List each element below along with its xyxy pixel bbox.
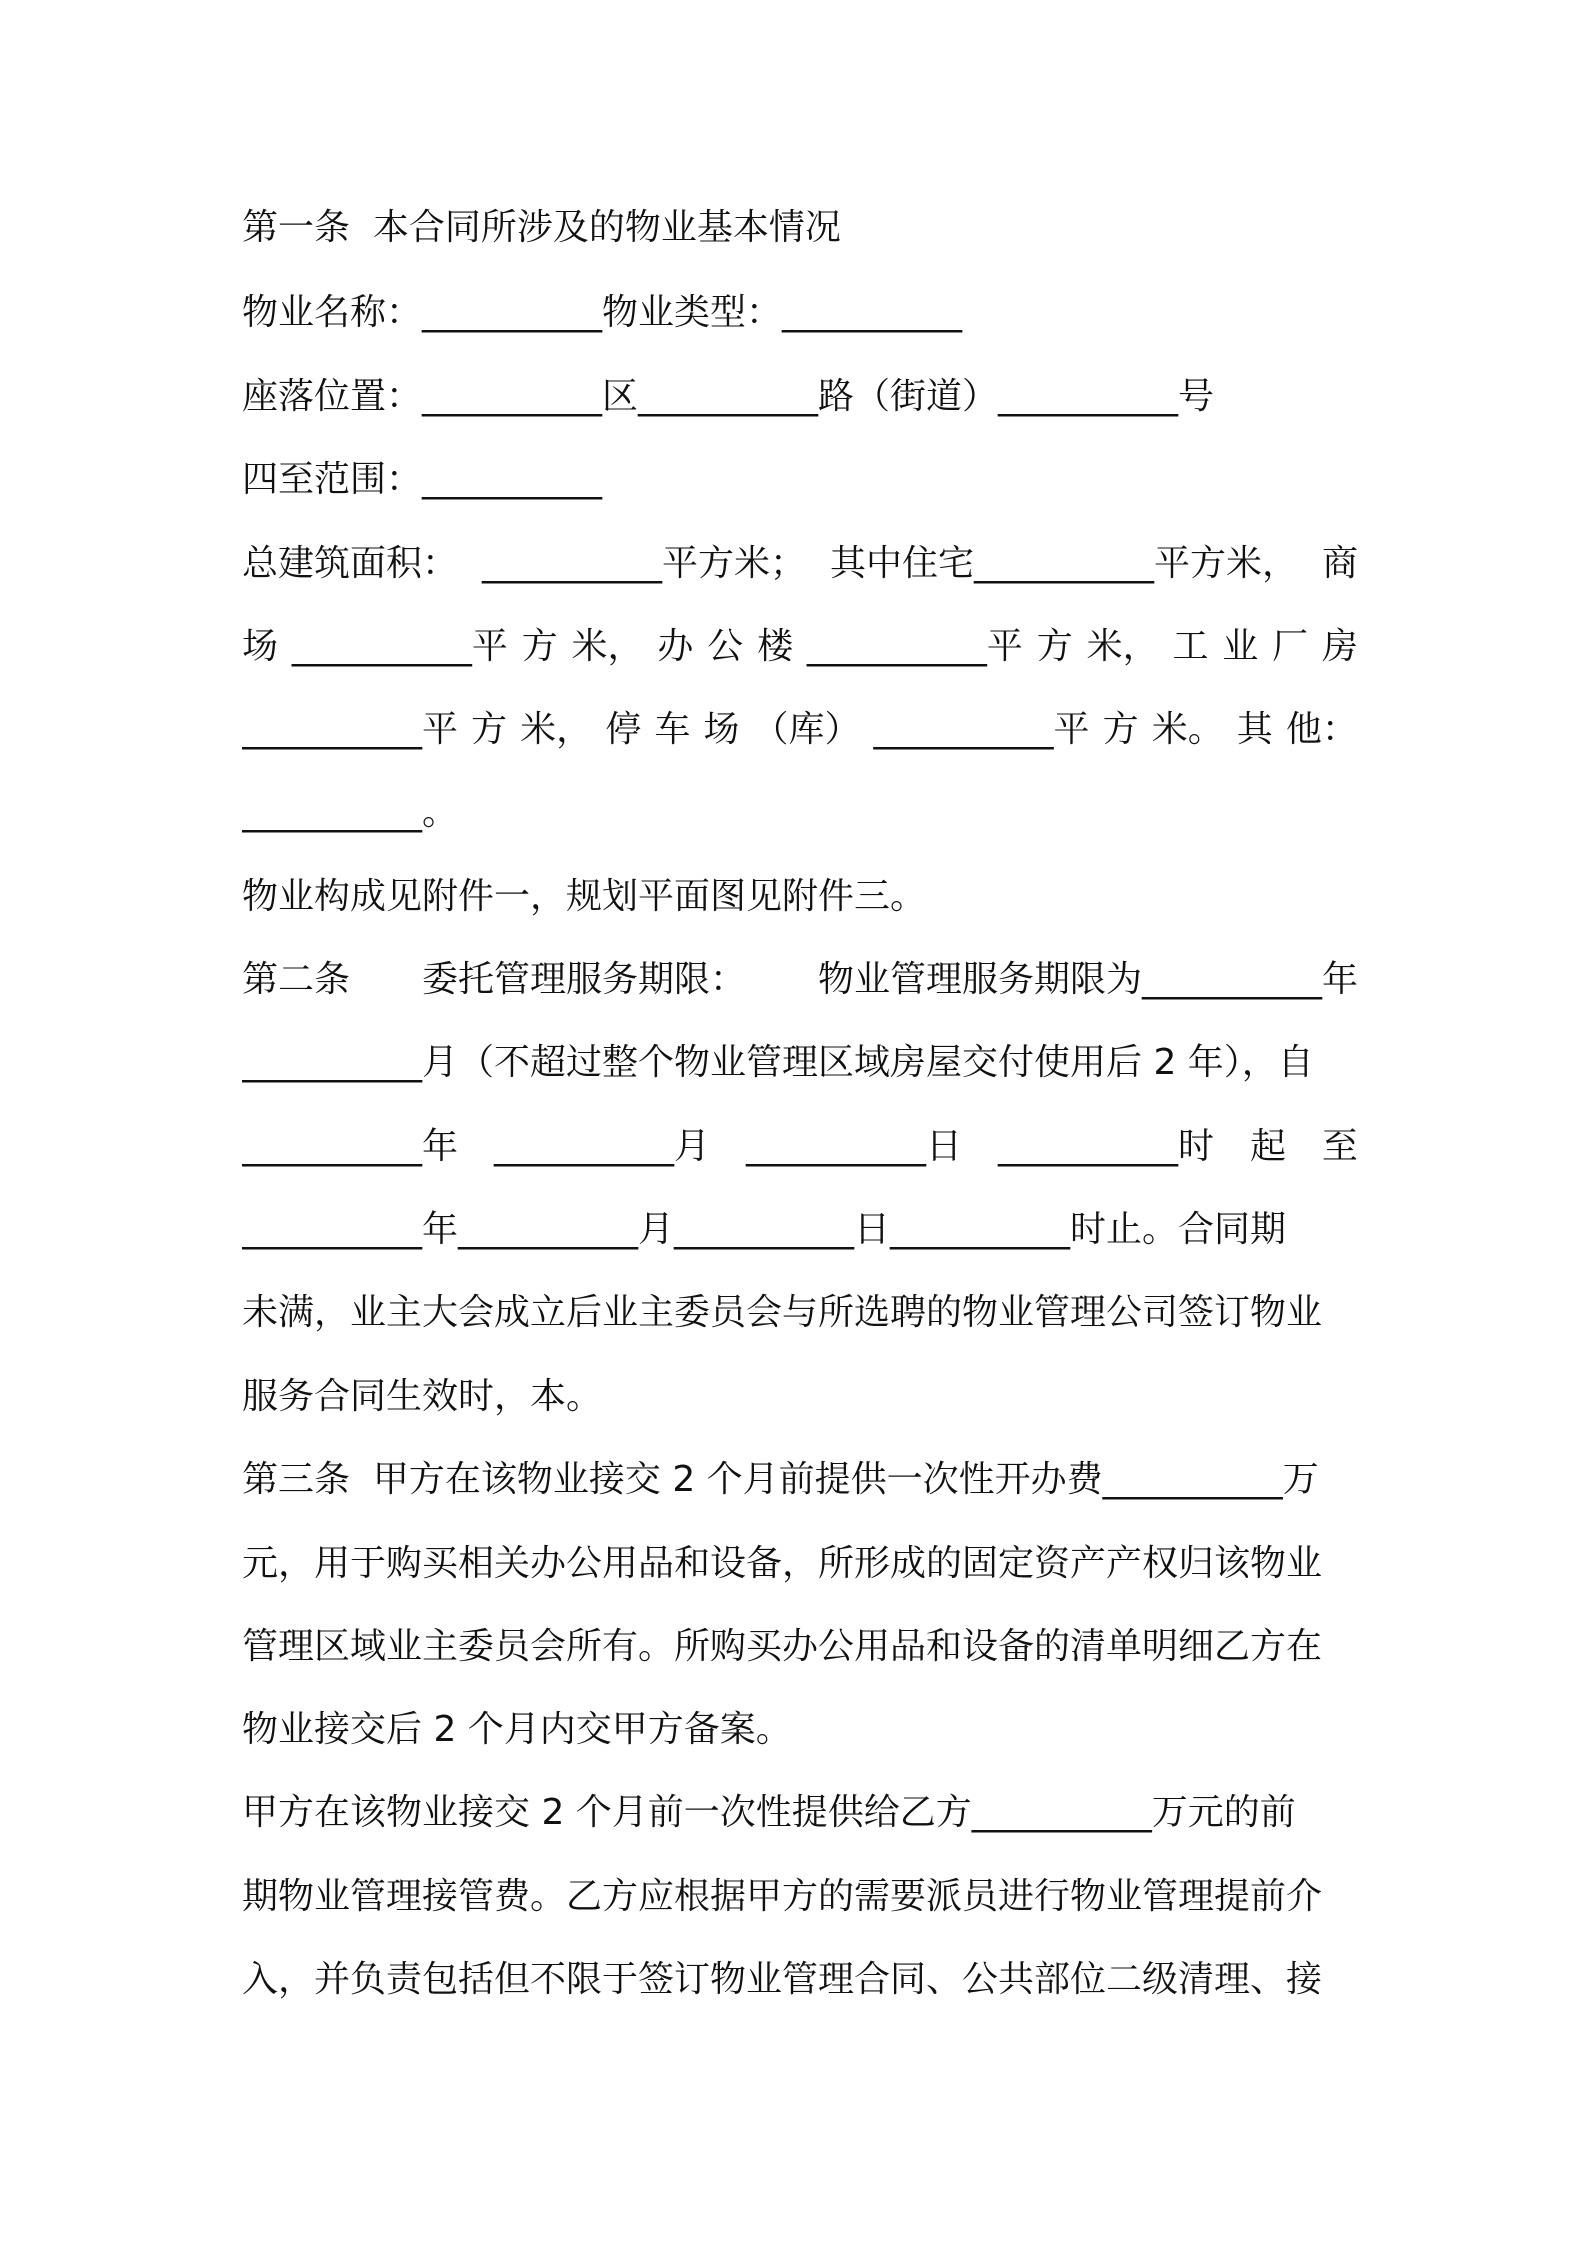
text-line [242,697,1358,763]
text-line [242,1780,1358,1846]
text-segment: 物业构成见附件一，规划平面图见附件三。 [242,876,927,917]
text-segment: 其中住宅__________平方米， [829,543,1298,584]
text-line [242,780,1358,846]
text-segment: 厂 [1272,626,1309,667]
text-segment: 场 [703,709,740,750]
text-segment: 服务合同生效时，本。 [242,1376,603,1417]
text-segment: 四至范围：__________ [242,459,603,500]
text-line [242,1114,1358,1180]
text-segment: 第二条 [242,959,351,1000]
text-segment: 方 [1102,709,1139,750]
text-line [242,864,1358,930]
text-segment: 车 [654,709,691,750]
text-line [242,1364,1358,1430]
text-line [242,364,1358,430]
text-segment: 场 [242,626,279,667]
text-line [242,1531,1358,1597]
text-segment: 公 [707,626,744,667]
text-segment: 期物业管理接管费。乙方应根据甲方的需要派员进行物业管理提前介 [242,1876,1323,1917]
text-segment: 房 [1321,626,1358,667]
text-line [242,531,1358,597]
text-segment: 楼 [757,626,794,667]
text-segment: __________月（不超过整个物业管理区域房屋交付使用后 2 年），自 [242,1042,1314,1083]
text-segment: __________平 [242,709,459,750]
text-segment: 物业名称：__________物业类型：__________ [242,292,963,333]
text-segment: __________平 [806,626,1023,667]
text-segment: 米， [520,709,593,750]
text-line [242,614,1358,680]
text-segment: 至 [1321,1126,1358,1167]
text-segment: 入，并负责包括但不限于签订物业管理合同、公共部位二级清理、接 [242,1959,1323,2000]
text-segment: 甲方在该物业接交 2 个月前一次性提供给乙方__________万元的前 [242,1792,1296,1833]
text-segment: 委托管理服务期限： [421,959,746,1000]
text-line [242,1697,1358,1763]
text-segment: __________平 [873,709,1090,750]
text-line [242,1864,1358,1930]
text-segment: 他： [1285,709,1358,750]
text-line [242,1030,1358,1096]
text-segment: 第三条 甲方在该物业接交 2 个月前提供一次性开办费__________万 [242,1459,1319,1500]
text-segment: 方 [521,626,558,667]
text-segment: 商 [1321,543,1358,584]
text-segment: 总建筑面积： [242,543,459,584]
text-segment: 座落位置：__________区__________路（街道）__________号 [242,376,1215,417]
text-segment: 其 [1236,709,1273,750]
text-segment: （库） [752,709,861,750]
text-segment: __________平 [291,626,508,667]
text-segment: __________时 [997,1126,1214,1167]
text-segment: 未满，业主大会成立后业主委员会与所选聘的物业管理公司签订物业 [242,1292,1323,1333]
text-segment: 停 [605,709,642,750]
text-segment: 起 [1249,1126,1286,1167]
text-line [242,1280,1358,1346]
text-segment: 米， [571,626,644,667]
text-segment: 方 [471,709,508,750]
text-segment: 米。 [1151,709,1224,750]
text-segment: 业 [1222,626,1259,667]
text-segment: __________年 [242,1126,459,1167]
text-segment: 米， [1086,626,1159,667]
text-line [242,1947,1358,2013]
text-segment: __________年__________月__________日__________时止。合同期 [242,1209,1287,1250]
text-segment: 物业接交后 2 个月内交甲方备案。 [242,1709,792,1750]
text-segment: 管理区域业主委员会所有。所购买办公用品和设备的清单明细乙方在 [242,1626,1323,1667]
text-line [242,947,1358,1013]
text-segment: 元，用于购买相关办公用品和设备，所形成的固定资产产权归该物业 [242,1543,1323,1584]
text-segment: 办 [657,626,694,667]
text-line [242,1197,1358,1263]
text-segment: 工 [1172,626,1209,667]
text-line [242,1447,1358,1513]
text-line [242,1614,1358,1680]
text-segment: __________日 [745,1126,962,1167]
text-segment: __________。 [242,792,459,833]
text-segment: 第一条 本合同所涉及的物业基本情况 [242,207,841,248]
text-segment: __________月 [493,1126,710,1167]
text-segment: 方 [1036,626,1073,667]
text-segment: __________平方米； [481,543,806,584]
text-segment: 物业管理服务期限为__________年 [817,959,1358,1000]
text-line [242,447,1358,513]
text-line [242,195,1358,261]
text-line [242,280,1358,346]
